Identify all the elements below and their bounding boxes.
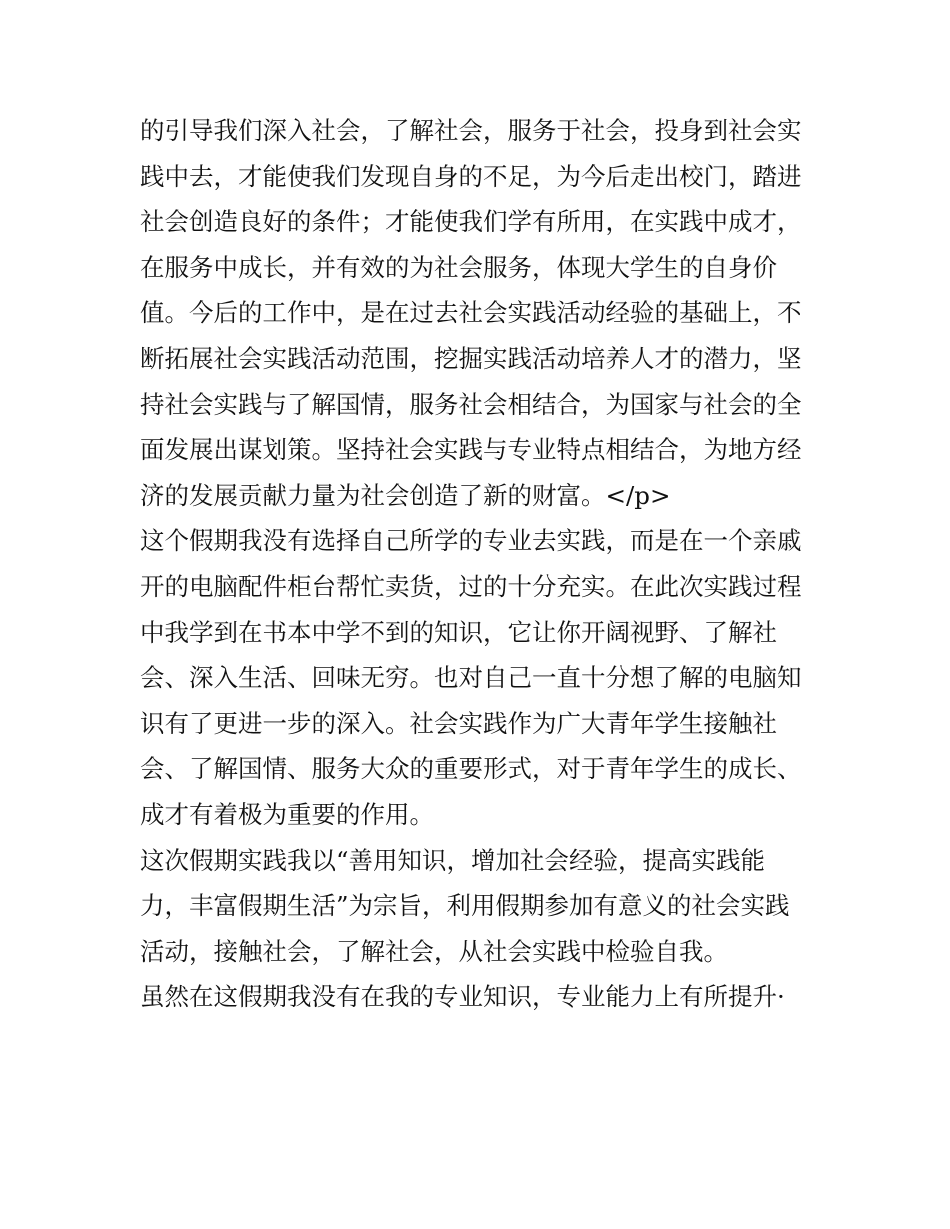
text-line: 中我学到在书本中学不到的知识，它让你开阔视野、了解社 (140, 617, 777, 647)
text-line: 的引导我们深入社会，了解社会，服务于社会，投身到社会实 (140, 116, 802, 145)
text-line: 践中去，才能使我们发现自身的不足，为今后走出校门，踏进 (140, 161, 802, 191)
text-line: 开的电脑配件柜台帮忙卖货，过的十分充实。在此次实践过程 (140, 571, 802, 601)
text-line: 虽然在这假期我没有在我的专业知识，专业能力上有所提升· (140, 982, 785, 1012)
text-line: 活动，接触社会，了解社会，从社会实践中检验自我。 (140, 936, 728, 966)
text-line: 会、了解国情、服务大众的重要形式，对于青年学生的成长、 (140, 754, 802, 784)
text-line: 这次假期实践我以“善用知识，增加社会经验，提高实践能 (140, 845, 766, 875)
text-line: 这个假期我没有选择自己所学的专业去实践，而是在一个亲戚 (140, 526, 802, 556)
text-line: 持社会实践与了解国情，服务社会相结合，为国家与社会的全 (140, 389, 802, 419)
text-line: 在服务中成长，并有效的为社会服务，体现大学生的自身价 (140, 252, 777, 282)
text-line: 力，丰富假期生活”为宗旨，利用假期参加有意义的社会实践 (140, 891, 790, 921)
text-line: 会、深入生活、回味无穷。也对自己一直十分想了解的电脑知 (140, 663, 802, 693)
text-line: 社会创造良好的条件；才能使我们学有所用，在实践中成才， (140, 207, 802, 237)
document-body (140, 108, 820, 1020)
text-line: 识有了更进一步的深入。社会实践作为广大青年学生接触社 (140, 708, 777, 738)
text-line: 面发展出谋划策。坚持社会实践与专业特点相结合，为地方经 (140, 435, 802, 465)
text-line: 成才有着极为重要的作用。 (140, 799, 434, 829)
text-line: 济的发展贡献力量为社会创造了新的财富。</p> (140, 480, 671, 510)
text-line: 值。今后的工作中，是在过去社会实践活动经验的基础上，不 (140, 298, 802, 328)
text-line: 断拓展社会实践活动范围，挖掘实践活动培养人才的潜力，坚 (140, 343, 802, 373)
